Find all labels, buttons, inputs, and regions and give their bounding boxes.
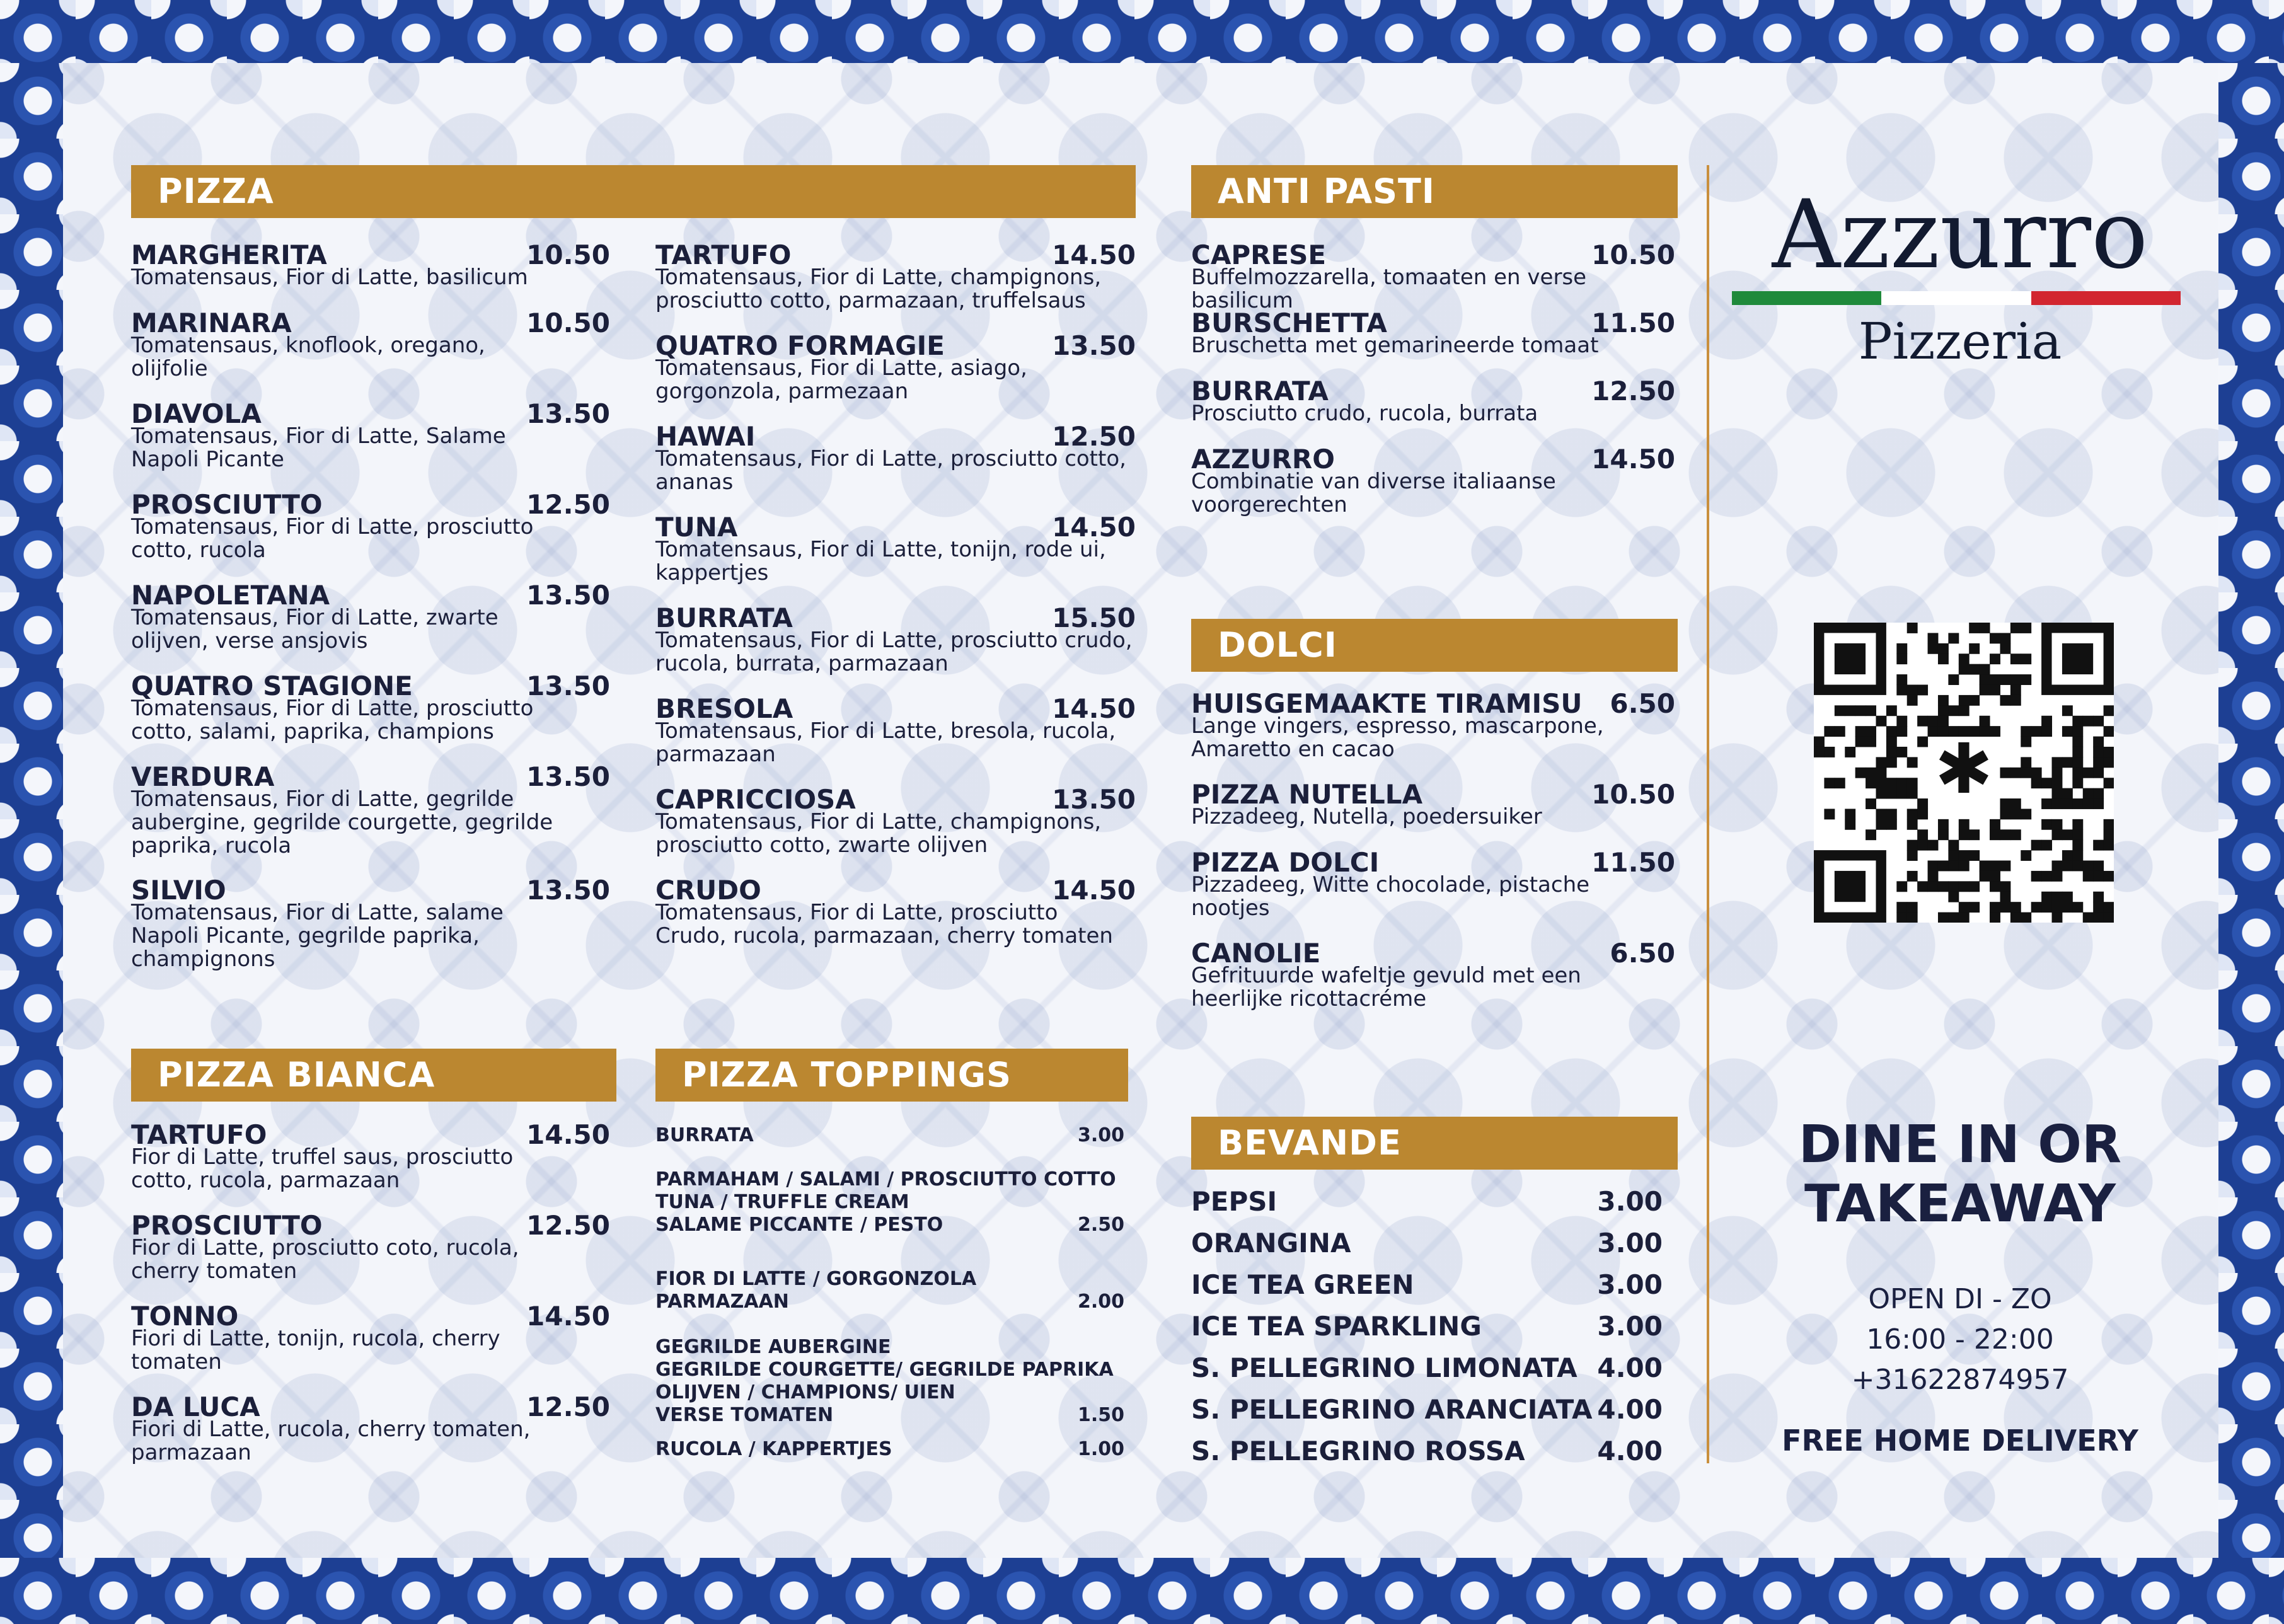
drink-price: 3.00 [1597, 1269, 1663, 1300]
menu-item-description: Tomatensaus, Fior di Latte, champignons, prosciutto cotto, parmazaan, truffelsaus [655, 265, 1102, 313]
menu-item-name: NAPOLETANA [131, 580, 330, 611]
menu-item-price: 14.50 [526, 1119, 610, 1150]
menu-item-price: 14.50 [1591, 444, 1675, 475]
menu-item-price: 15.50 [1052, 602, 1136, 633]
menu-item-description: Pizzadeeg, Witte chocolade, pistache nootjes [1191, 872, 1590, 921]
menu-item-name: SILVIO [131, 875, 226, 906]
menu-item-name: MARGHERITA [131, 239, 327, 270]
topping-name: OLIJVEN / CHAMPIONS/ UIEN [655, 1381, 955, 1403]
menu-item-description: Tomatensaus, Fior di Latte, champignons, prosciutto cotto, zwarte olijven [655, 809, 1102, 858]
topping-name: GEGRILDE AUBERGINE [655, 1336, 891, 1358]
menu-item-price: 13.50 [526, 398, 610, 429]
tile-border-right [2218, 63, 2284, 1558]
topping-name: SALAME PICCANTE / PESTO [655, 1214, 943, 1236]
phone-number[interactable]: +31622874957 [1851, 1364, 2069, 1396]
topping-name: BURRATA [655, 1124, 754, 1146]
menu-item-description: Tomatensaus, Fior di Latte, prosciutto Crudo, rucola, parmazaan, cherry tomaten [655, 900, 1113, 948]
tile-border-bottom [0, 1558, 2284, 1624]
menu-item-price: 13.50 [526, 761, 610, 792]
menu-item-price: 12.50 [526, 1210, 610, 1241]
menu-item-name: MARINARA [131, 308, 292, 338]
pizza-toppings-header: PIZZA TOPPINGS [655, 1049, 1128, 1102]
menu-item-name: QUATRO FORMAGIE [655, 330, 945, 361]
antipasti-header: ANTI PASTI [1191, 165, 1678, 218]
menu-item-price: 13.50 [1052, 330, 1136, 361]
drink-price: 3.00 [1597, 1228, 1663, 1258]
brand-name: Azzurro [1772, 180, 2148, 290]
menu-item-description: Lange vingers, espresso, mascarpone, Amaretto en cacao [1191, 713, 1604, 762]
menu-item-price: 6.50 [1610, 938, 1675, 969]
menu-item-price: 13.50 [526, 875, 610, 906]
topping-name: TUNA / TRUFFLE CREAM [655, 1191, 909, 1213]
menu-item-name: PIZZA DOLCI [1191, 847, 1380, 878]
menu-item-price: 10.50 [1591, 779, 1675, 810]
menu-item-name: BURRATA [1191, 376, 1329, 406]
menu-item-name: CRUDO [655, 875, 761, 906]
opening-days: OPEN DI - ZO [1868, 1283, 2052, 1315]
topping-price: 2.50 [1077, 1214, 1124, 1236]
tile-border-left [0, 63, 63, 1558]
menu-item-name: CANOLIE [1191, 938, 1321, 969]
menu-item-description: Bruschetta met gemarineerde tomaat [1191, 333, 1599, 358]
menu-item-name: PROSCIUTTO [131, 1210, 323, 1241]
menu-item-name: TONNO [131, 1301, 239, 1332]
menu-item-name: CAPRESE [1191, 239, 1327, 270]
menu-item-price: 13.50 [526, 580, 610, 611]
menu-item-name: CAPRICCIOSA [655, 784, 856, 815]
brand-subtitle: Pizzeria [1858, 312, 2062, 371]
menu-item-price: 11.50 [1591, 308, 1675, 338]
menu-item-description: Gefrituurde wafeltje gevuld met een heerlijke ricottacréme [1191, 963, 1581, 1011]
menu-item-name: DIAVOLA [131, 398, 262, 429]
menu-item-price: 10.50 [1591, 239, 1675, 270]
menu-item-price: 12.50 [526, 489, 610, 520]
menu-item-price: 14.50 [1052, 239, 1136, 270]
dine-in-heading: DINE IN OR TAKEAWAY [1798, 1115, 2122, 1234]
menu-item-description: Fiori di Latte, rucola, cherry tomaten, parmazaan [131, 1417, 531, 1465]
flag-green [1732, 291, 1881, 305]
drink-name: ICE TEA SPARKLING [1191, 1311, 1482, 1342]
menu-item-name: TARTUFO [131, 1119, 267, 1150]
menu-item-name: PIZZA NUTELLA [1191, 779, 1423, 810]
menu-item-description: Tomatensaus, Fior di Latte, prosciutto crudo, rucola, burrata, parmazaan [655, 628, 1133, 676]
menu-item-description: Tomatensaus, Fior di Latte, tonijn, rode ui, kappertjes [655, 537, 1106, 585]
topping-name: PARMAZAAN [655, 1291, 789, 1313]
menu-item-price: 14.50 [1052, 512, 1136, 543]
menu-item-description: Tomatensaus, Fior di Latte, zwarte olijven, verse ansjovis [131, 605, 499, 654]
qr-code[interactable] [1814, 623, 2114, 923]
drink-name: S. PELLEGRINO ARANCIATA [1191, 1394, 1593, 1425]
menu-item-name: DA LUCA [131, 1391, 260, 1422]
menu-item-description: Tomatensaus, Fior di Latte, prosciutto cotto, ananas [655, 446, 1126, 495]
menu-item-price: 11.50 [1591, 847, 1675, 878]
menu-item-price: 12.50 [1052, 421, 1136, 452]
topping-price: 1.00 [1077, 1438, 1124, 1460]
menu-item-price: 12.50 [526, 1391, 610, 1422]
menu-item-description: Tomatensaus, Fior di Latte, salame Napoli Picante, gegrilde paprika, champignons [131, 900, 504, 972]
free-delivery: FREE HOME DELIVERY [1782, 1424, 2138, 1458]
drink-price: 4.00 [1597, 1436, 1663, 1466]
menu-item-description: Pizzadeeg, Nutella, poedersuiker [1191, 804, 1542, 829]
drink-price: 4.00 [1597, 1394, 1663, 1425]
menu-item-description: Fior di Latte, truffel saus, prosciutto cotto, rucola, parmazaan [131, 1144, 514, 1193]
menu-item-description: Combinatie van diverse italiaanse voorgerechten [1191, 469, 1556, 517]
menu-item-name: BURRATA [655, 602, 793, 633]
italian-flag-stripe [1732, 291, 2181, 305]
menu-item-price: 6.50 [1610, 688, 1675, 719]
svg-text:✱: ✱ [1934, 728, 1993, 809]
menu-item-description: Fior di Latte, prosciutto coto, rucola, cherry tomaten [131, 1235, 519, 1284]
menu-item-description: Tomatensaus, Fior di Latte, basilicum [131, 265, 528, 290]
menu-item-price: 13.50 [526, 671, 610, 701]
pizza-bianca-header: PIZZA BIANCA [131, 1049, 616, 1102]
menu-item-name: QUATRO STAGIONE [131, 671, 413, 701]
menu-item-name: HAWAI [655, 421, 756, 452]
menu-item-name: VERDURA [131, 761, 275, 792]
topping-price: 2.00 [1077, 1291, 1124, 1313]
flag-white [1881, 291, 2031, 305]
topping-price: 1.50 [1077, 1404, 1124, 1426]
menu-item-price: 14.50 [1052, 875, 1136, 906]
menu-item-description: Tomatensaus, Fior di Latte, prosciutto cotto, rucola [131, 514, 534, 563]
opening-hours: 16:00 - 22:00 [1866, 1323, 2054, 1356]
menu-item-description: Tomatensaus, Fior di Latte, asiago, gorgonzola, parmezaan [655, 355, 1027, 404]
menu-item-name: TARTUFO [655, 239, 792, 270]
menu-item-description: Tomatensaus, Fior di Latte, bresola, rucola, parmazaan [655, 718, 1116, 767]
drink-name: ICE TEA GREEN [1191, 1269, 1414, 1300]
flag-red [2031, 291, 2181, 305]
menu-item-price: 10.50 [526, 239, 610, 270]
menu-item-name: BRESOLA [655, 693, 793, 724]
menu-item-name: HUISGEMAAKTE TIRAMISU [1191, 688, 1583, 719]
menu-item-description: Tomatensaus, Fior di Latte, prosciutto cotto, salami, paprika, champions [131, 696, 534, 744]
drink-price: 3.00 [1597, 1311, 1663, 1342]
topping-price: 3.00 [1077, 1124, 1124, 1146]
bevande-header: BEVANDE [1191, 1117, 1678, 1170]
menu-item-price: 12.50 [1591, 376, 1675, 406]
drink-name: ORANGINA [1191, 1228, 1351, 1258]
topping-name: PARMAHAM / SALAMI / PROSCIUTTO COTTO [655, 1168, 1116, 1190]
topping-name: GEGRILDE COURGETTE/ GEGRILDE PAPRIKA [655, 1359, 1114, 1381]
topping-name: RUCOLA / KAPPERTJES [655, 1438, 892, 1460]
menu-item-name: TUNA [655, 512, 738, 543]
menu-item-price: 14.50 [1052, 693, 1136, 724]
menu-item-description: Prosciutto crudo, rucola, burrata [1191, 401, 1538, 426]
drink-price: 3.00 [1597, 1186, 1663, 1217]
menu-item-name: BURSCHETTA [1191, 308, 1387, 338]
tile-border-top [0, 0, 2284, 63]
menu-item-description: Buffelmozzarella, tomaaten en verse basilicum [1191, 265, 1587, 313]
topping-name: VERSE TOMATEN [655, 1404, 834, 1426]
menu-item-price: 13.50 [1052, 784, 1136, 815]
menu-item-price: 14.50 [526, 1301, 610, 1332]
menu-item-description: Tomatensaus, Fior di Latte, Salame Napoli Picante [131, 423, 506, 472]
topping-name: FIOR DI LATTE / GORGONZOLA [655, 1268, 977, 1290]
menu-item-description: Tomatensaus, Fior di Latte, gegrilde aubergine, gegrilde courgette, gegrilde paprika, rucola [131, 786, 553, 858]
menu-item-description: Fiori di Latte, tonijn, rucola, cherry tomaten [131, 1326, 500, 1374]
column-divider [1707, 165, 1709, 1463]
menu-item-name: AZZURRO [1191, 444, 1335, 475]
dolci-header: DOLCI [1191, 619, 1678, 672]
drink-price: 4.00 [1597, 1352, 1663, 1383]
menu-item-name: PROSCIUTTO [131, 489, 323, 520]
drink-name: S. PELLEGRINO LIMONATA [1191, 1352, 1577, 1383]
drink-name: PEPSI [1191, 1186, 1278, 1217]
pizza-header: PIZZA [131, 165, 1136, 218]
menu-item-description: Tomatensaus, knoflook, oregano, olijfolie [131, 333, 485, 381]
menu-item-price: 10.50 [526, 308, 610, 338]
drink-name: S. PELLEGRINO ROSSA [1191, 1436, 1525, 1466]
